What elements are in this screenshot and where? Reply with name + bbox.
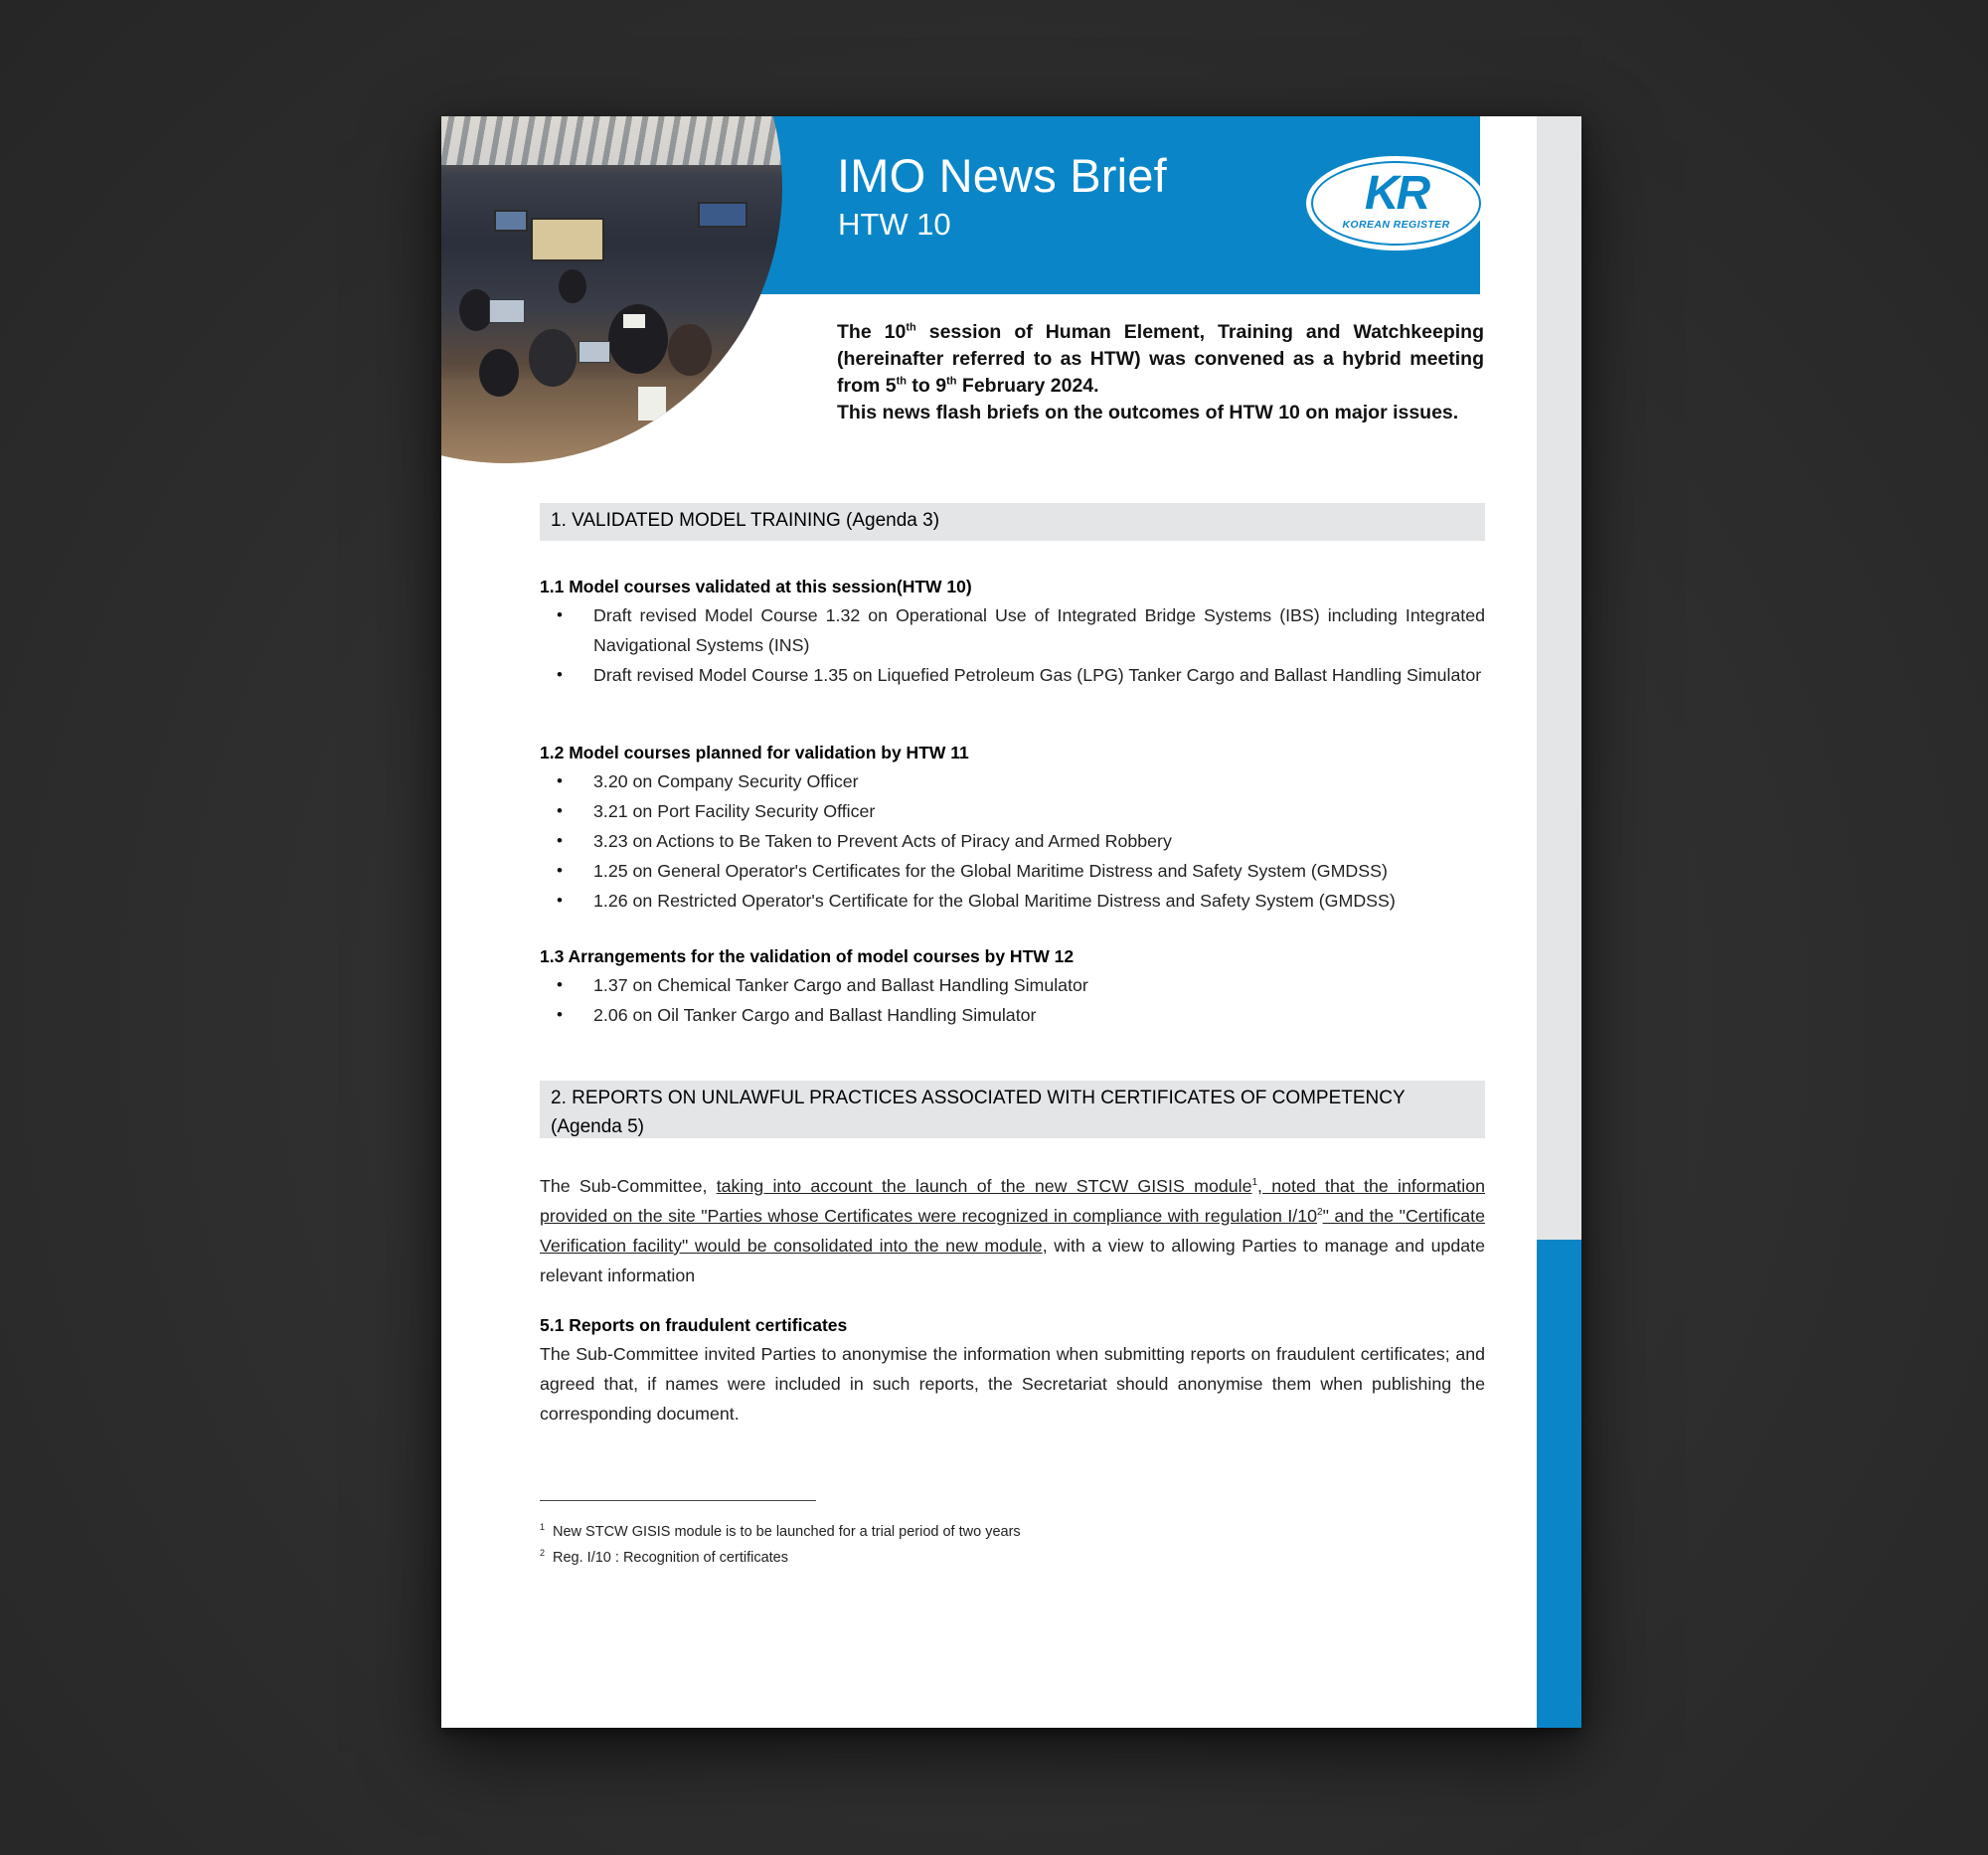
subheading-1-1: 1.1 Model courses validated at this session(HTW 10): [540, 577, 972, 596]
list-item: • 1.25 on General Operator's Certificates for the Global Maritime Distress and Safety System (GMDSS): [557, 861, 1388, 881]
list-item: • Draft revised Model Course 1.35 on Liquefied Petroleum Gas (LPG) Tanker Cargo and Ballast Handling Simulator: [557, 665, 1482, 685]
list-item: • 2.06 on Oil Tanker Cargo and Ballast Handling Simulator: [557, 1005, 1037, 1025]
footnote-1: $^1$ New STCW GISIS module is to be launched for a trial period of two years: [540, 1522, 1021, 1540]
list-item: • 3.20 on Company Security Officer: [557, 771, 859, 791]
side-accent-gray: [1537, 116, 1581, 1240]
subheading-1-3: 1.3 Arrangements for the validation of model courses by HTW 12: [540, 946, 1075, 966]
intro-summary: The 10th session of Human Element, Training and Watchkeeping (hereinafter referred to as HTW) was convened as a hybrid meeting from 5th to 9th February 2024. This news flash briefs on the outcomes of HTW 10 on major issues.: [837, 321, 1484, 423]
subheading-1-2: 1.2 Model courses planned for validation by HTW 11: [540, 743, 969, 762]
list-item: • 3.23 on Actions to Be Taken to Prevent Acts of Piracy and Armed Robbery: [557, 831, 1172, 851]
kr-logo: KR KOREAN REGISTER: [1306, 156, 1486, 251]
list-item: • 1.37 on Chemical Tanker Cargo and Ballast Handling Simulator: [557, 975, 1088, 995]
footnote-2: $^2$ Reg. I/10 : Recognition of certificates: [540, 1548, 788, 1566]
list-1-2: [540, 766, 1485, 916]
side-accent-blue: [1537, 1240, 1581, 1728]
section-heading-2: 2. REPORTS ON UNLAWFUL PRACTICES ASSOCIATED WITH CERTIFICATES OF COMPETENCY (Agenda 5): [540, 1081, 1485, 1138]
section-heading-1: 1. VALIDATED MODEL TRAINING (Agenda 3): [540, 503, 1485, 541]
document-title: IMO News Brief: [837, 149, 1167, 202]
meeting-photo: [441, 116, 829, 463]
section-2-paragraph: The Sub-Committee, taking into account the launch of the new STCW GISIS module$^1$, noted that the information provided on the site "Parties whose Certificates were recognized in compliance with regulation $I/10^2$" and the "Certificate Verification facility" would be consolidated into the new module, with a view to allowing Parties to manage and update relevant information: [540, 1176, 1486, 1285]
subheading-5-1: 5.1 Reports on fraudulent certificates: [540, 1315, 848, 1335]
document-subtitle: HTW 10: [838, 207, 951, 242]
list-1-3: [540, 970, 1485, 1030]
list-1-1: [540, 600, 1485, 690]
list-item: • Draft revised Model Course 1.32 on Operational Use of Integrated Bridge Systems (IBS) including Integrated Navigational Systems (INS): [557, 605, 1485, 655]
list-item: • 1.26 on Restricted Operator's Certificate for the Global Maritime Distress and Safety System (GMDSS): [557, 891, 1396, 911]
list-item: • 3.21 on Port Facility Security Officer: [557, 801, 876, 821]
section-5-1-paragraph: The Sub-Committee invited Parties to anonymise the information when submitting reports on fraudulent certificates; and agreed that, if names were included in such reports, the Secretariat should anonymise them when publishing the corresponding document.: [540, 1344, 1485, 1424]
footnote-divider: [540, 1500, 816, 1501]
document-page: [441, 116, 1581, 1728]
